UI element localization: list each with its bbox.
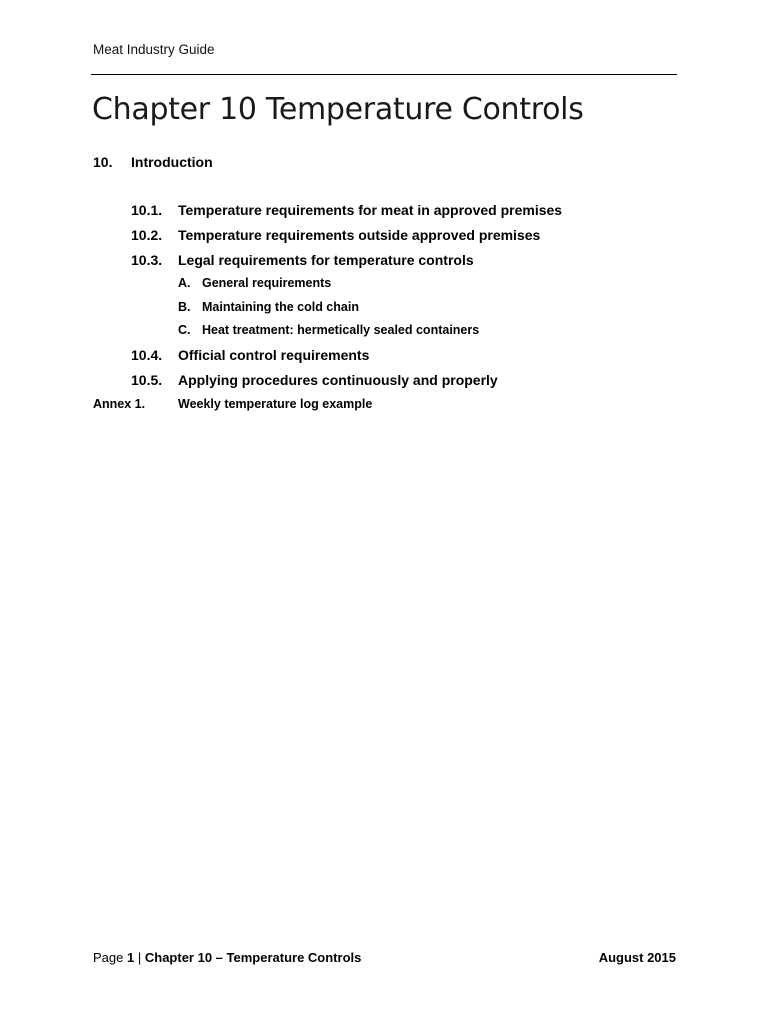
footer-page-label: Page bbox=[93, 950, 124, 965]
footer-separator: | bbox=[137, 950, 142, 965]
toc-subsection-link[interactable]: Maintaining the cold chain bbox=[202, 300, 359, 314]
chapter-title: Chapter 10 Temperature Controls bbox=[92, 92, 584, 127]
toc-subsection-letter: B. bbox=[178, 300, 191, 314]
toc-intro-number: 10. bbox=[93, 154, 113, 170]
footer-chapter-title: Chapter 10 – Temperature Controls bbox=[144, 950, 362, 965]
toc-annex-link[interactable]: Weekly temperature log example bbox=[178, 397, 373, 411]
footer-page-info bbox=[93, 950, 361, 965]
toc-section-link[interactable]: Applying procedures continuously and properly bbox=[178, 372, 498, 388]
toc-section-number: 10.4. bbox=[131, 347, 163, 363]
toc-subsection-link[interactable]: General requirements bbox=[202, 276, 332, 290]
toc-section-number: 10.2. bbox=[131, 227, 163, 243]
footer-date: August 2015 bbox=[598, 950, 676, 965]
toc-section-link[interactable]: Temperature requirements outside approved premises bbox=[178, 227, 541, 243]
running-header: Meat Industry Guide bbox=[93, 42, 215, 57]
toc-section-number: 10.5. bbox=[131, 372, 163, 388]
toc-section-link[interactable]: Temperature requirements for meat in approved premises bbox=[178, 202, 563, 218]
header-divider bbox=[91, 74, 677, 75]
toc-section-link[interactable]: Legal requirements for temperature controls bbox=[178, 252, 474, 268]
toc-section-number: 10.3. bbox=[131, 252, 163, 268]
toc-intro-link[interactable]: Introduction bbox=[131, 154, 213, 170]
toc-section-number: 10.1. bbox=[131, 202, 163, 218]
toc-annex-number: Annex 1. bbox=[93, 397, 146, 411]
toc-subsection-letter: A. bbox=[178, 276, 191, 290]
toc-subsection-link[interactable]: Heat treatment: hermetically sealed containers bbox=[202, 323, 480, 337]
footer-page-number: 1 bbox=[127, 950, 135, 965]
toc-subsection-letter: C. bbox=[178, 323, 191, 337]
toc-section-link[interactable]: Official control requirements bbox=[178, 347, 370, 363]
